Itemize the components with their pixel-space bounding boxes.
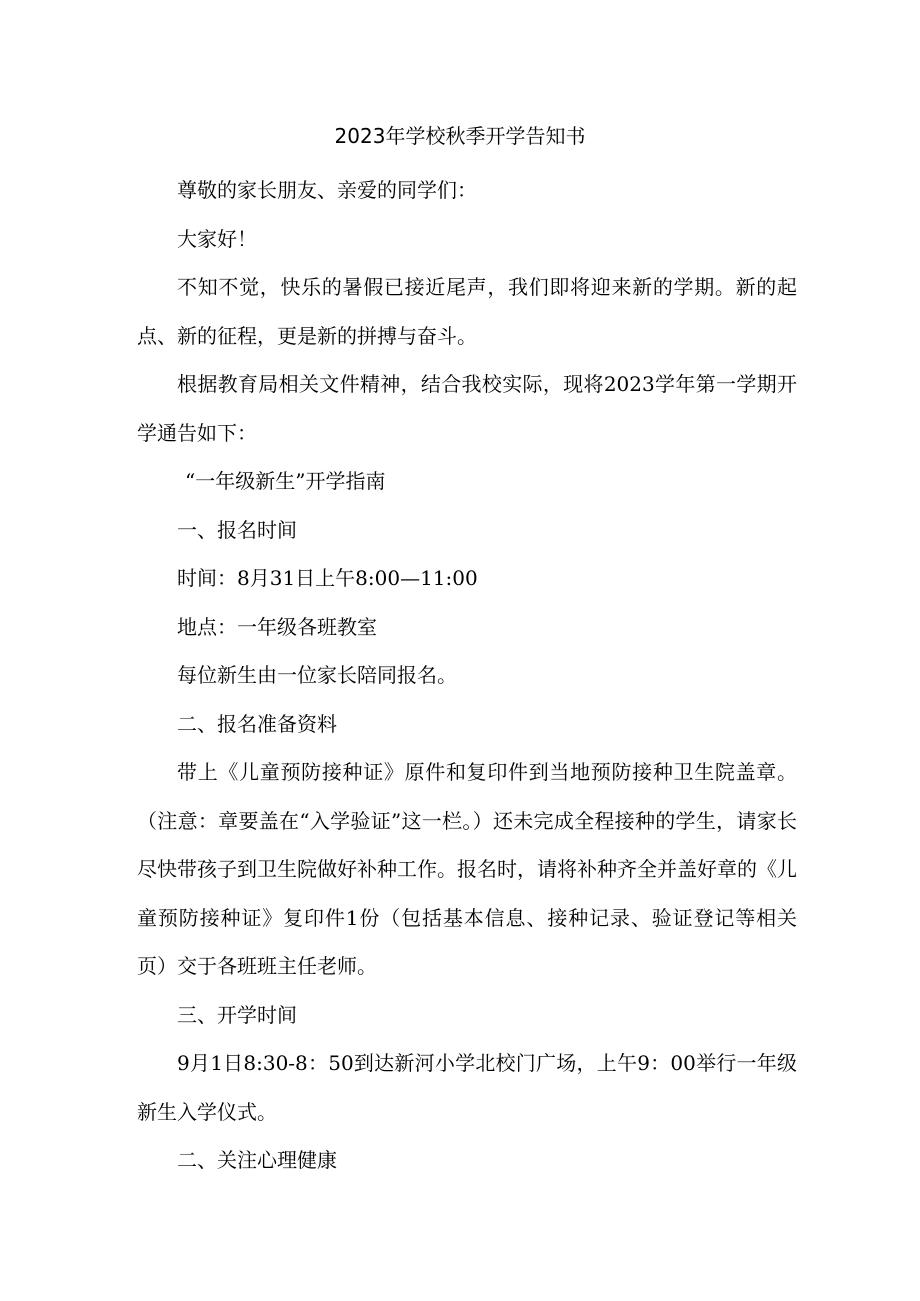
registration-time: 时间：8月31日上午8:00—11:00 — [177, 566, 478, 590]
registration-location: 地点：一年级各班教室 — [177, 614, 377, 639]
school-start-paragraph: 9月1日8:30-8：50到达新河小学北校门广场，上午9：00举行一年级新生入学仪式。 — [137, 1051, 797, 1124]
notice-paragraph: 根据教育局相关文件精神，结合我校实际，现将2023学年第一学期开学通告如下： — [137, 372, 797, 445]
document-title: 2023年学校秋季开学告知书 — [334, 124, 586, 148]
materials-paragraph: 带上《儿童预防接种证》原件和复印件到当地预防接种卫生院盖章。（注意：章要盖在“入学验证”这一栏。）还未完成全程接种的学生，请家长尽快带孩子到卫生院做好补种工作。报名时，请将补种齐全并盖好章的《儿童预防接种证》复印件1份（包括基本信息、接种记录、验证登记等相关页）交于各班班主任老师。 — [137, 760, 797, 978]
section-heading-materials: 二、报名准备资料 — [177, 711, 337, 736]
document-body — [137, 166, 797, 1185]
section-heading-registration-time: 一、报名时间 — [177, 517, 297, 542]
intro-paragraph: 不知不觉，快乐的暑假已接近尾声，我们即将迎来新的学期。新的起点、新的征程，更是新的拼搏与奋斗。 — [137, 275, 797, 348]
greeting-salutation: 尊敬的家长朋友、亲爱的同学们： — [177, 178, 477, 202]
registration-note: 每位新生由一位家长陪同报名。 — [177, 663, 457, 687]
section-heading-mental-health: 二、关注心理健康 — [177, 1148, 337, 1172]
greeting-hello: 大家好！ — [177, 226, 257, 251]
section-heading-guide: “一年级新生”开学指南 — [185, 469, 386, 493]
section-heading-school-start: 三、开学时间 — [177, 1002, 297, 1027]
